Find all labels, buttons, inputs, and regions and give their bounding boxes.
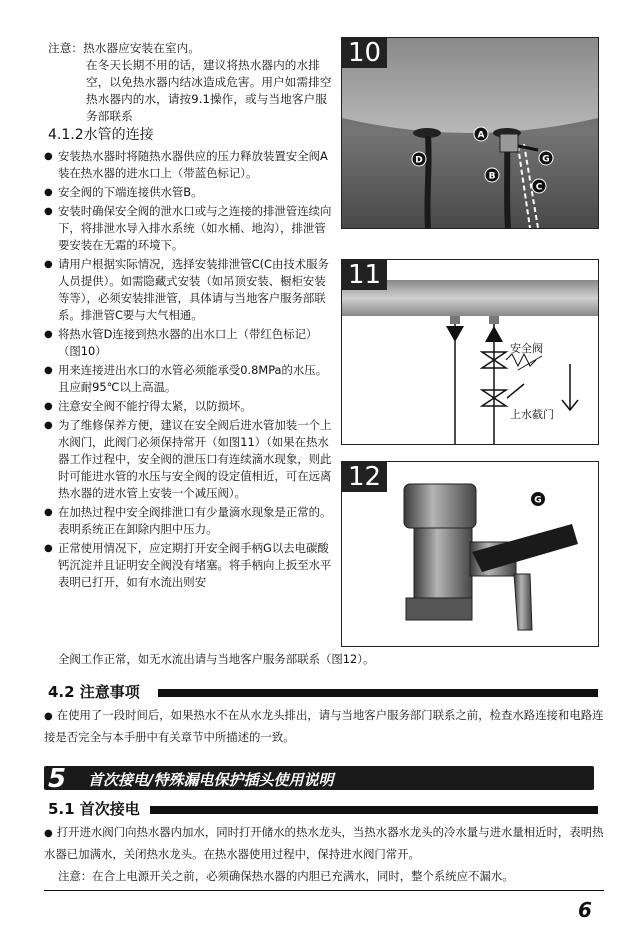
section-4-2-text [44, 705, 604, 747]
figure-11-number: 11 [342, 260, 387, 290]
callout-g: G [534, 495, 542, 506]
section-5-1-body: 打开进水阀门向热水器内加水，同时打开储水的热水龙头，当热水器水龙头的冷水量与进水量相近时，表明热水器已加满水，关闭热水龙头。在热水器使用过程中，保持进水阀门常开。 [44, 825, 604, 861]
callout-c: C [535, 182, 543, 193]
bullet-icon: ● [44, 711, 53, 722]
list-item: ● 将热水管D连接到热水器的出水口上（带红色标记）（图10） [44, 326, 334, 360]
chapter-5-title: 首次接电/特殊漏电保护插头使用说明 [88, 771, 334, 789]
list-item: ● 安装热水器时将随热水器供应的压力释放装置安全阀A装在热水器的进水口上（带蓝色标记）。 [44, 148, 334, 182]
section-4-1-2-title: 4.1.2水管的连接 [48, 127, 154, 143]
chapter-5-banner [44, 764, 594, 794]
safety-valve-label: 安全阀 [510, 342, 543, 355]
bullet-icon: ● [44, 828, 53, 839]
figure-10-number: 10 [342, 38, 387, 68]
list-item: ● 为了维修保养方便，建议在安全阀后进水管加装一个上水阀门，此阀门必须保持常开（如图11）（如果在热水器工作过程中，安全阀的泄压口有连续滴水现象，则此时可能进水管的水压与安全阀的设定值相近，可在远离热水器的进水管上安装一个减压阀）。 [44, 417, 334, 502]
list-item: ● 正常使用情况下，应定期打开安全阀手柄G以去电碳酸钙沉淀并且证明安全阀没有堵塞。将手柄向上扳至水平表明已打开，如有水流出则安 [44, 540, 334, 591]
section-4-2-title: 4.2 注意事项 [48, 683, 140, 701]
list-item: ● 安装时确保安全阀的泄水口或与之连接的排泄管连续向下，将排泄水导入排水系统（如水桶、地沟），排泄管要安装在无霜的环境下。 [44, 203, 334, 254]
list-item: ● 请用户根据实际情况，选择安装排泄管C(C由技术服务人员提供）。如需隐藏式安装（如吊顶安装、橱柜安装等等），必须安装排泄管，具体请与当地客户服务部联系。排泄管C要与大气相通。 [44, 256, 334, 324]
page-number: 6 [578, 898, 592, 922]
figure-12-callout [342, 462, 598, 646]
callout-g: G [542, 154, 550, 165]
footer-rule [44, 890, 604, 891]
figure-10-callouts [342, 38, 598, 228]
figure-11 [341, 259, 599, 445]
callout-b: B [488, 171, 496, 182]
callout-d: D [415, 155, 423, 166]
install-note-body: 在冬天长期不用的话，建议将热水器内的水排空，以免热水器内结冰造成危害。用户如需排空热水器内的水，请按9.1操作，或与当地客户服务部联系 [86, 58, 332, 123]
callout-a: A [477, 130, 485, 141]
section-rule [150, 806, 598, 814]
list-item: ● 安全阀的下端连接供水管B。 [44, 184, 334, 201]
list-item: ● 在加热过程中安全阀排泄口有少量滴水现象是正常的。表明系统正在卸除内胆中压力。 [44, 504, 334, 538]
inlet-valve-label: 上水截门 [510, 408, 554, 421]
figure-12-number: 12 [342, 462, 387, 492]
section-rule [158, 689, 598, 697]
install-note-heading: 注意：热水器应安装在室内。 [48, 41, 201, 55]
section-4-2-body: 在使用了一段时间后，如果热水不在从水龙头排出，请与当地客户服务部门联系之前，检查水路连接和电路连接是否完全与本手册中有关章节中所描述的一致。 [44, 708, 604, 744]
chapter-5-number: 5 [48, 764, 67, 794]
list-item: ● 注意安全阀不能拧得太紧，以防损坏。 [44, 398, 334, 415]
figure-12 [341, 461, 599, 647]
section-5-1-note: 注意：在合上电源开关之前，必须确保热水器的内胆已充满水，同时，整个系统应不漏水。 [58, 869, 514, 883]
bullet-continuation: 全阀工作正常，如无水流出请与当地客户服务部联系（图12）。 [58, 652, 375, 666]
section-5-1-text [44, 822, 604, 864]
section-5-1-title: 5.1 首次接电 [48, 800, 140, 818]
figure-10 [341, 37, 599, 229]
list-item: ● 用来连接进出水口的水管必须能承受0.8MPa的水压。且应耐95℃以上高温。 [44, 362, 334, 396]
pipe-connection-list [44, 148, 334, 593]
